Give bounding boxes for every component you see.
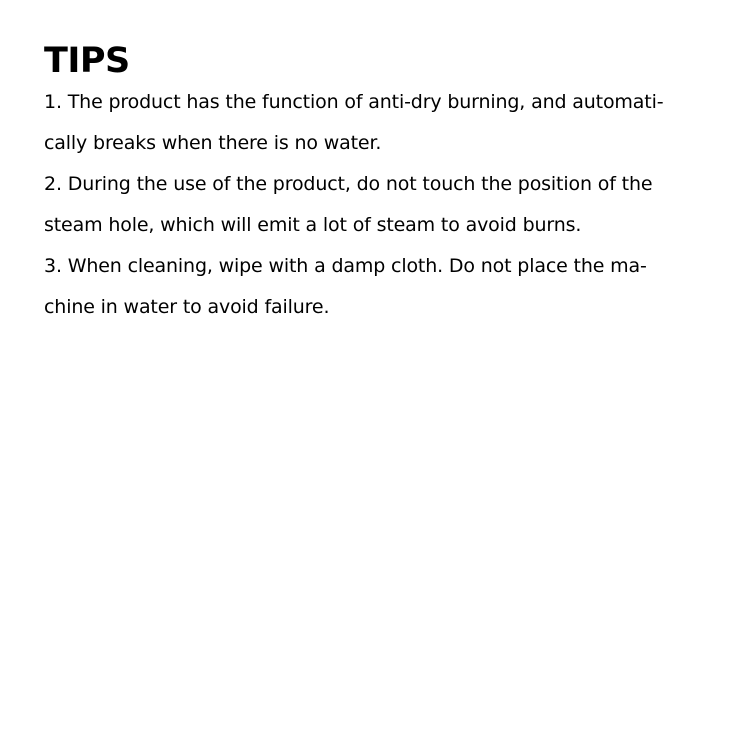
tips-title: TIPS [44,41,130,81]
tip-2-line-2: steam hole, which will emit a lot of steam to avoid burns. [44,214,582,236]
tip-1-line-2: cally breaks when there is no water. [44,132,382,154]
tips-body [44,82,714,328]
tip-3-line-2: chine in water to avoid failure. [44,296,330,318]
tip-1-line-1: 1. The product has the function of anti-dry burning, and automati- [44,91,664,113]
tip-2-line-1: 2. During the use of the product, do not touch the position of the [44,173,653,195]
tips-panel [44,40,714,328]
tip-3-line-1: 3. When cleaning, wipe with a damp cloth. Do not place the ma- [44,255,647,277]
